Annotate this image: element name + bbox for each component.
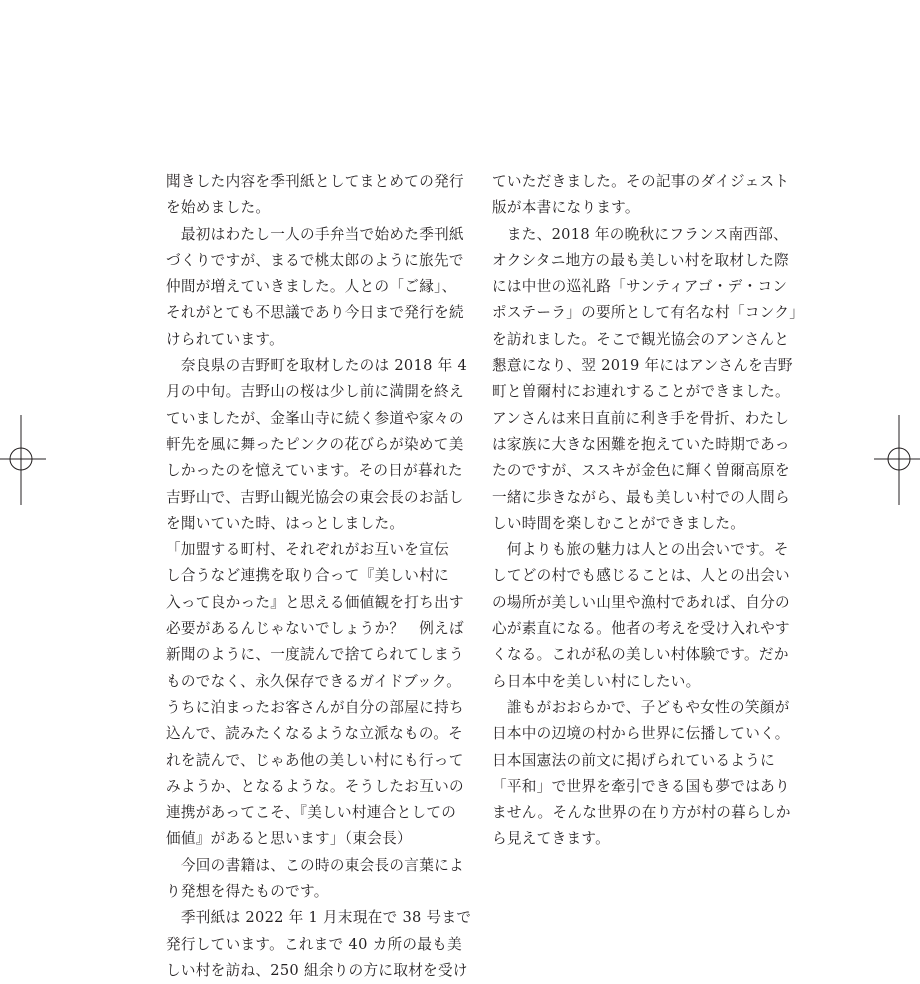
- text-line: し合うなど連携を取り合って『美しい村に: [166, 567, 449, 585]
- text-line: くなる。これが私の美しい村体験です。だか: [492, 646, 789, 664]
- right-text-column: [492, 169, 805, 853]
- text-line: 月の中旬。吉野山の桜は少し前に満開を終え: [166, 383, 464, 401]
- text-line: 何よりも旅の魅力は人との出会いです。そ: [492, 541, 789, 559]
- text-line: しかったのを憶えています。その日が暮れた: [166, 462, 463, 480]
- text-line: 心が素直になる。他者の考えを受け入れやす: [492, 620, 790, 638]
- text-line: けられています。: [166, 330, 284, 348]
- text-line: 版が本書になります。: [492, 199, 640, 217]
- text-line: してどの村でも感じることは、人との出会い: [492, 567, 790, 585]
- text-line: ものでなく、永久保存できるガイドブック。: [166, 672, 462, 690]
- text-line: を聞いていた時、はっとしました。: [166, 514, 405, 532]
- text-line: り発想を得たものです。: [166, 883, 329, 901]
- text-line: 発行しています。これまで 40 カ所の最も美: [166, 935, 462, 953]
- text-line: 価値』があると思います」（東会長）: [166, 830, 412, 848]
- text-line: 今回の書籍は、この時の東会長の言葉によ: [166, 856, 464, 874]
- text-line: 軒先を風に舞ったピンクの花びらが染めて美: [166, 435, 464, 453]
- text-line: 町と曽爾村にお連れすることができました。: [492, 383, 790, 401]
- text-line: づくりですが、まるで桃太郎のように旅先で: [166, 251, 464, 269]
- text-line: 「加盟する町村、それぞれがお互いを宣伝: [166, 541, 449, 559]
- text-line: 奈良県の吉野町を取材したのは 2018 年 4: [166, 357, 468, 375]
- text-line: 誰もがおおらかで、子どもや女性の笑顔が: [492, 698, 790, 716]
- text-line: 「平和」で世界を牽引できる国も夢ではあり: [492, 777, 790, 795]
- text-line: しい村を訪ね、250 組余りの方に取材を受け: [166, 961, 468, 979]
- text-line: を始めました。: [166, 199, 271, 217]
- text-line: 込んで、読みたくなるような立派なもの。そ: [166, 725, 464, 743]
- left-registration-mark: [0, 415, 46, 505]
- text-line: 仲間が増えていきました。人との「ご縁」、: [166, 278, 457, 296]
- text-line: 日本国憲法の前文に掲げられているように: [492, 751, 775, 769]
- text-line: を訪れました。そこで観光協会のアンさんと: [492, 330, 790, 348]
- text-line: 聞きした内容を季刊紙としてまとめての発行: [166, 173, 464, 190]
- text-line: の場所が美しい山里や漁村であれば、自分の: [492, 593, 790, 611]
- text-line: ら日本中を美しい村にしたい。: [492, 672, 701, 690]
- text-line: 季刊紙は 2022 年 1 月末現在で 38 号まで: [166, 909, 472, 927]
- text-line: また、2018 年の晩秋にフランス南西部、: [492, 225, 789, 243]
- text-line: 入って良かった』と思える価値観を打ち出す: [166, 593, 464, 611]
- text-line: 吉野山で、吉野山観光協会の東会長のお話し: [166, 488, 464, 506]
- text-line: ポステーラ」の要所として有名な村「コンク」: [492, 304, 805, 322]
- text-line: アンさんは来日直前に利き手を骨折、わたし: [492, 409, 790, 427]
- text-line: には中世の巡礼路「サンティアゴ・デ・コン: [492, 278, 788, 296]
- text-line: それがとても不思議であり今日まで発行を続: [166, 304, 464, 322]
- text-line: オクシタニ地方の最も美しい村を取材した際: [492, 251, 790, 269]
- text-line: ら見えてきます。: [492, 830, 610, 848]
- text-line: は家族に大きな困難を抱えていた時期であっ: [492, 435, 790, 453]
- text-line: 最初はわたし一人の手弁当で始めた季刊紙: [166, 225, 464, 243]
- text-line: 必要があるんじゃないでしょうか？ 例えば: [166, 620, 464, 638]
- text-line: 日本中の辺境の村から世界に伝播していく。: [492, 725, 790, 743]
- text-line: 一緒に歩きながら、最も美しい村での人間ら: [492, 488, 790, 506]
- text-line: うちに泊まったお客さんが自分の部屋に持ち: [166, 698, 464, 716]
- text-line: みようか、となるような。そうしたお互いの: [166, 777, 464, 795]
- text-line: しい時間を楽しむことができました。: [492, 514, 746, 532]
- text-line: 連携があってこそ、『美しい村連合としての: [166, 804, 457, 822]
- text-line: ていただきました。その記事のダイジェスト: [492, 173, 790, 190]
- text-line: ません。そんな世界の在り方が村の暮らしか: [492, 804, 791, 822]
- text-line: たのですが、ススキが金色に輝く曽爾高原を: [492, 462, 790, 480]
- left-text-column: [166, 169, 472, 984]
- right-registration-mark: [874, 415, 920, 505]
- text-line: ていましたが、金峯山寺に続く参道や家々の: [166, 409, 464, 427]
- text-line: れを読んで、じゃあ他の美しい村にも行って: [166, 751, 464, 769]
- text-line: 新聞のように、一度読んで捨てられてしまう: [166, 646, 464, 664]
- text-line: 懇意になり、翌 2019 年にはアンさんを吉野: [492, 357, 793, 375]
